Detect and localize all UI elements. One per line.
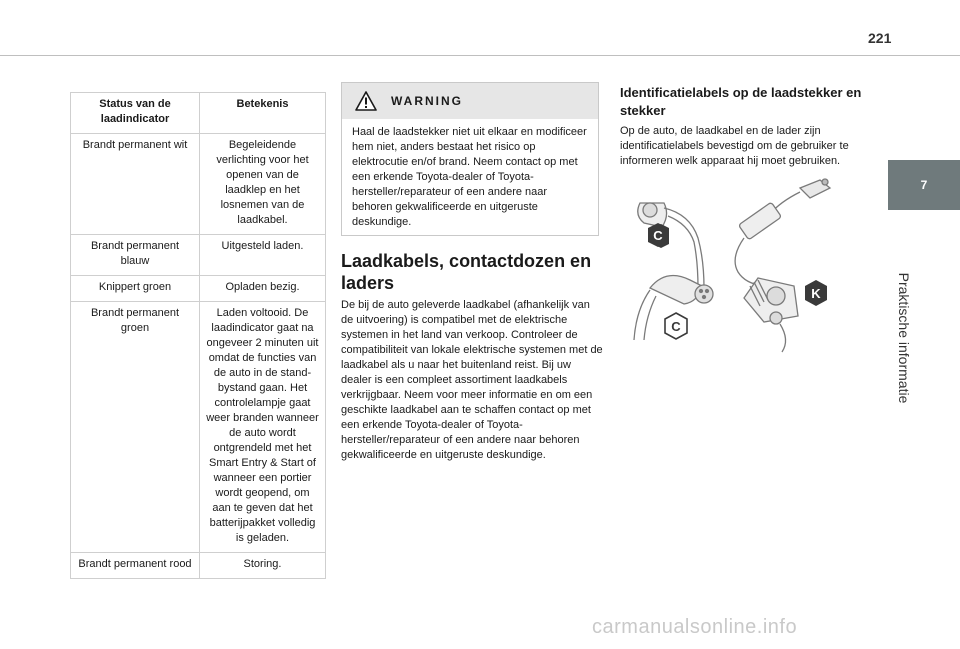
table-row	[71, 553, 326, 579]
status-cell: Knippert groen	[71, 276, 200, 302]
table-header-meaning: Betekenis	[200, 93, 326, 134]
table-header-row	[71, 93, 326, 134]
status-cell: Brandt permanent blauw	[71, 235, 200, 276]
warning-text: Haal de laadstekker niet uit elkaar en modificeer hem niet, anders bestaat het risico op elektrocutie en/of brand. Neem contact op met een erkende Toyota-dealer of Toyota-hersteller/reparateur of een andere naar behoren gekwalificeerde en uitgeruste deskundige.	[352, 126, 587, 228]
chapter-number: 7	[920, 178, 928, 192]
meaning-cell: Laden voltooid. De laadindicator gaat na ongeveer 2 minuten uit omdat de functies van de auto in de stand-bystand gaan. Het controlelampje gaat weer branden wanneer de auto wordt ontgrendeld met het Smart Entry & Start of wanneer een portier wordt geopend, om aan te geven dat het batterijpakket volledig is geladen.	[200, 302, 326, 553]
badge-c-label: C	[653, 228, 663, 243]
charging-socket-icon	[744, 278, 798, 352]
labels-section-text: Op de auto, de laadkabel en de lader zijn identificatielabels bevestigd om de gebruiker te informeren welk apparaat hij moet gebruiken.	[620, 125, 849, 167]
warning-title: WARNING	[391, 94, 463, 108]
chapter-title-text: Praktische informatie	[896, 272, 912, 404]
plug-illustration-svg	[620, 168, 860, 358]
meaning-cell: Storing.	[200, 553, 326, 579]
badge-c2-label: C	[671, 319, 681, 334]
badge-k-label: K	[811, 286, 821, 301]
chapter-tab[interactable]	[888, 160, 960, 210]
warning-header	[342, 83, 598, 119]
table-row	[71, 134, 326, 235]
meaning-cell: Begeleidende verlichting voor het openen van de laadklep en het losnemen van de laadkabel.	[200, 134, 326, 235]
label-badge-c-dark	[648, 223, 669, 248]
table-row	[71, 276, 326, 302]
plug-labels-illustration	[620, 168, 860, 358]
meaning-cell: Opladen bezig.	[200, 276, 326, 302]
charge-indicator-table	[70, 92, 326, 579]
section-text: De bij de auto geleverde laadkabel (afhankelijk van de uitvoering) is compatibel met de elektrische systemen in het land van verkoop. Controleer de compatibiliteit van lokale elektrische systemen met de laadkabel als u naar het buitenland reist. Bij uw dealer is een compleet assortiment laadkabels verkrijgbaar. Neem voor meer informatie en om een geschikte laadkabel aan te schaffen contact op met een erkende Toyota-dealer of Toyota-hersteller/reparateur of een andere naar behoren gekwalificeerde en uitgeruste deskundige.	[341, 299, 603, 461]
section-title: Laadkabels, contactdozen en laders	[341, 251, 592, 293]
watermark: carmanualsonline.info	[592, 616, 798, 638]
header-divider	[0, 55, 960, 56]
status-cell: Brandt permanent groen	[71, 302, 200, 553]
charging-cable-icon	[735, 179, 830, 286]
table-row	[71, 235, 326, 276]
status-cell: Brandt permanent wit	[71, 134, 200, 235]
label-badge-k	[805, 280, 827, 306]
labels-section-title: Identificatielabels op de laadstekker en stekker	[620, 85, 862, 118]
warning-triangle-icon	[355, 91, 377, 116]
table-row	[71, 302, 326, 553]
page-number: 221	[868, 30, 892, 46]
warning-box	[341, 82, 599, 236]
label-badge-c-light	[665, 313, 687, 339]
meaning-cell: Uitgesteld laden.	[200, 235, 326, 276]
status-cell: Brandt permanent rood	[71, 553, 200, 579]
table-header-status: Status van de laadindicator	[71, 93, 200, 134]
